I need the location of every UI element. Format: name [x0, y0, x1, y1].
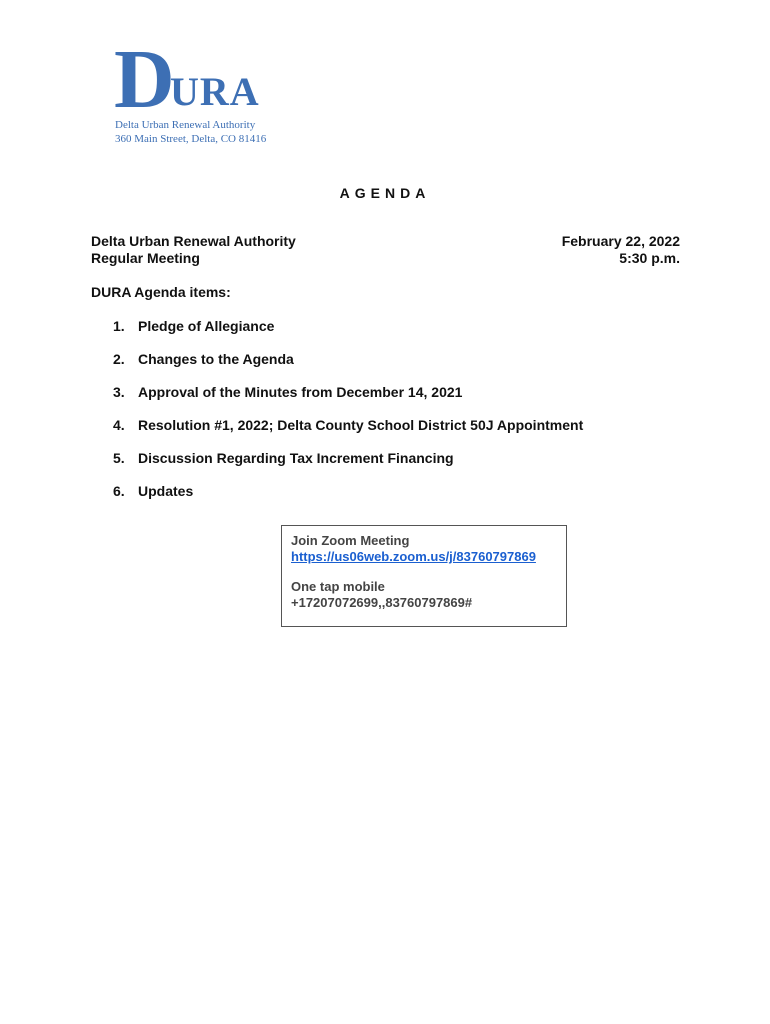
item-number: 1. [113, 318, 125, 334]
zoom-mobile-number: +17207072699,,83760797869# [291, 595, 473, 610]
meeting-time: 5:30 p.m. [619, 250, 680, 266]
zoom-meeting-link[interactable]: https://us06web.zoom.us/j/83760797869 [291, 549, 536, 564]
item-number: 2. [113, 351, 125, 367]
meeting-type: Regular Meeting [91, 250, 200, 266]
item-text: Approval of the Minutes from December 14, 2021 [138, 384, 463, 400]
dura-logo [112, 33, 282, 150]
list-item [91, 417, 583, 450]
organization-name: Delta Urban Renewal Authority [91, 233, 296, 249]
logo-wordmark: URA [170, 69, 260, 114]
meeting-date: February 22, 2022 [561, 233, 680, 249]
item-number: 4. [113, 417, 125, 433]
item-text: Updates [138, 483, 194, 499]
spacer [291, 565, 557, 579]
agenda-list [91, 318, 583, 516]
agenda-items-heading: DURA Agenda items: [91, 284, 231, 300]
zoom-mobile-label: One tap mobile [291, 579, 385, 594]
item-text: Pledge of Allegiance [138, 318, 275, 334]
list-item [91, 450, 583, 483]
logo-address: 360 Main Street, Delta, CO 81416 [115, 133, 267, 145]
list-item [91, 318, 583, 351]
logo-initial: D [114, 33, 175, 126]
page-title: AGENDA [339, 185, 431, 201]
zoom-info-box [281, 525, 567, 627]
meeting-datetime [562, 233, 680, 267]
item-number: 6. [113, 483, 125, 499]
item-number: 3. [113, 384, 125, 400]
zoom-join-label: Join Zoom Meeting [291, 533, 410, 548]
list-item [91, 351, 583, 384]
item-text: Discussion Regarding Tax Increment Financing [138, 450, 454, 466]
list-item [91, 483, 583, 516]
item-text: Resolution #1, 2022; Delta County School District 50J Appointment [138, 417, 584, 433]
item-text: Changes to the Agenda [138, 351, 294, 367]
list-item [91, 384, 583, 417]
item-number: 5. [113, 450, 125, 466]
logo-org-name: Delta Urban Renewal Authority [115, 119, 256, 131]
meeting-info [91, 233, 296, 267]
